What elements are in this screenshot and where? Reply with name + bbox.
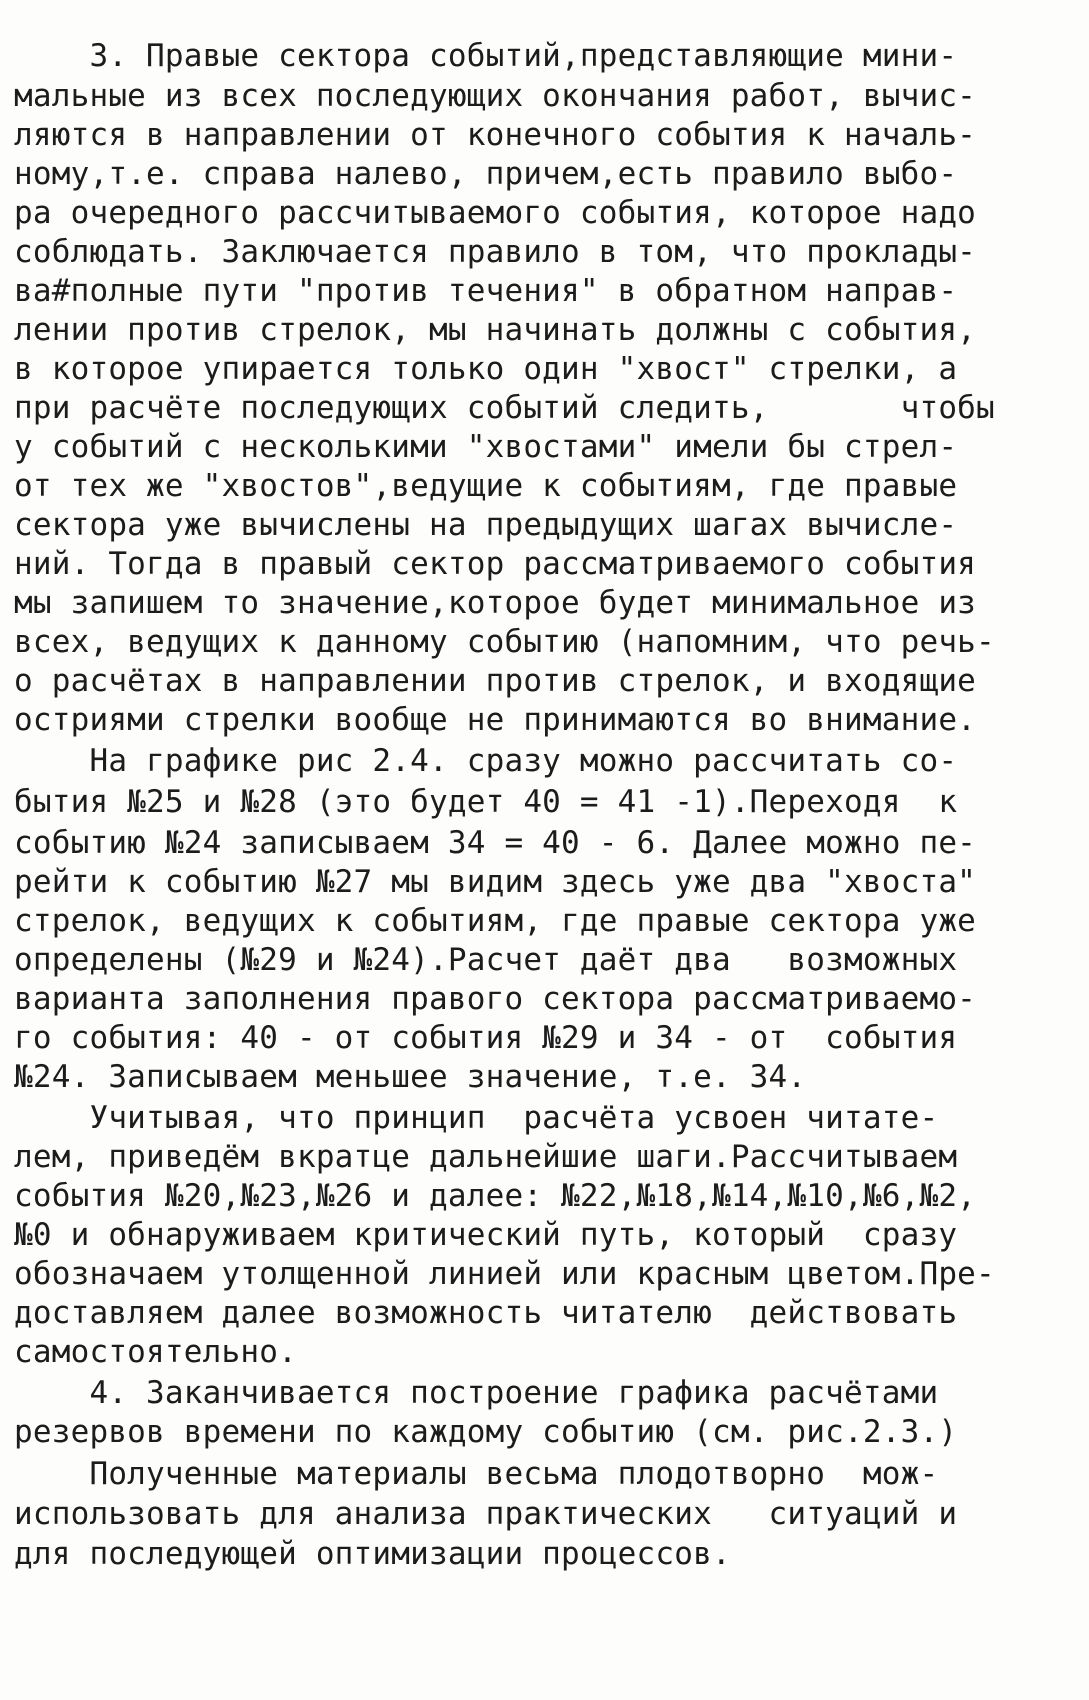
text-line: для последующей оптимизации процессов. <box>14 1536 731 1572</box>
text-line: ному,т.е. справа налево, причем,есть правило выбо- <box>14 156 958 192</box>
text-line: го события: 40 - от события №29 и 34 - от события <box>14 1020 958 1056</box>
text-line: стрелок, ведущих к событиям, где правые сектора уже <box>14 903 977 939</box>
text-line: ляются в направлении от конечного события к началь- <box>14 117 977 153</box>
text-line: обозначаем утолщенной линией или красным цветом.Пре- <box>14 1256 995 1292</box>
text-line: сектора уже вычислены на предыдущих шагах вычисле- <box>14 507 958 543</box>
text-line: варианта заполнения правого сектора рассматриваемо- <box>14 981 977 1017</box>
text-line: соблюдать. Заключается правило в том, что проклады- <box>14 234 977 270</box>
text-line: самостоятельно. <box>14 1334 297 1370</box>
text-line: ний. Тогда в правый сектор рассматриваемого события <box>14 546 977 582</box>
text-line: событию №24 записываем 34 = 40 - 6. Далее можно пе- <box>14 825 977 861</box>
text-line: доставляем далее возможность читателю действовать <box>14 1295 958 1331</box>
text-line: 4. Заканчивается построение графика расчётами <box>14 1375 939 1411</box>
text-line: у событий с несколькими "хвостами" имели бы стрел- <box>14 429 958 465</box>
text-line: о расчётах в направлении против стрелок, и входящие <box>14 663 977 699</box>
text-line: 3. Правые сектора событий,представляющие мини- <box>14 38 958 74</box>
text-line: использовать для анализа практических ситуаций и <box>14 1496 958 1532</box>
text-line: ра очередного рассчитываемого события, которое надо <box>14 195 977 231</box>
text-line: мы запишем то значение,которое будет минимальное из <box>14 585 977 621</box>
text-line: рейти к событию №27 мы видим здесь уже два "хвоста" <box>14 864 977 900</box>
text-line: всех, ведущих к данному событию (напомним, что речь- <box>14 624 995 660</box>
text-line: №0 и обнаруживаем критический путь, который сразу <box>14 1217 958 1253</box>
text-line: бытия №25 и №28 (это будет 40 = 41 -1).Переходя к <box>14 784 958 820</box>
text-line: лем, приведём вкратце дальнейшие шаги.Рассчитываем <box>14 1139 958 1175</box>
text-line: резервов времени по каждому событию (см. рис.2.3.) <box>14 1414 958 1450</box>
text-line: определены (№29 и №24).Расчет даёт два возможных <box>14 942 958 978</box>
text-line: в которое упирается только один "хвост" стрелки, а <box>14 351 958 387</box>
text-line: ва#полные пути "против течения" в обратном направ- <box>14 273 958 309</box>
text-line: события №20,№23,№26 и далее: №22,№18,№14,№10,№6,№2, <box>14 1178 977 1214</box>
text-line: Учитывая, что принцип расчёта усвоен читате- <box>14 1100 939 1136</box>
text-line: На графике рис 2.4. сразу можно рассчитать со- <box>14 743 958 779</box>
text-line: при расчёте последующих событий следить, чтобы <box>14 390 995 426</box>
text-line: Полученные материалы весьма плодотворно мож- <box>14 1456 939 1492</box>
text-line: от тех же "хвостов",ведущие к событиям, где правые <box>14 468 958 504</box>
text-line: остриями стрелки вообще не принимаются во внимание. <box>14 702 977 738</box>
text-line: лении против стрелок, мы начинать должны с события, <box>14 312 977 348</box>
text-line: №24. Записываем меньшее значение, т.е. 34. <box>14 1059 807 1095</box>
text-line: мальные из всех последующих окончания работ, вычис- <box>14 78 977 114</box>
